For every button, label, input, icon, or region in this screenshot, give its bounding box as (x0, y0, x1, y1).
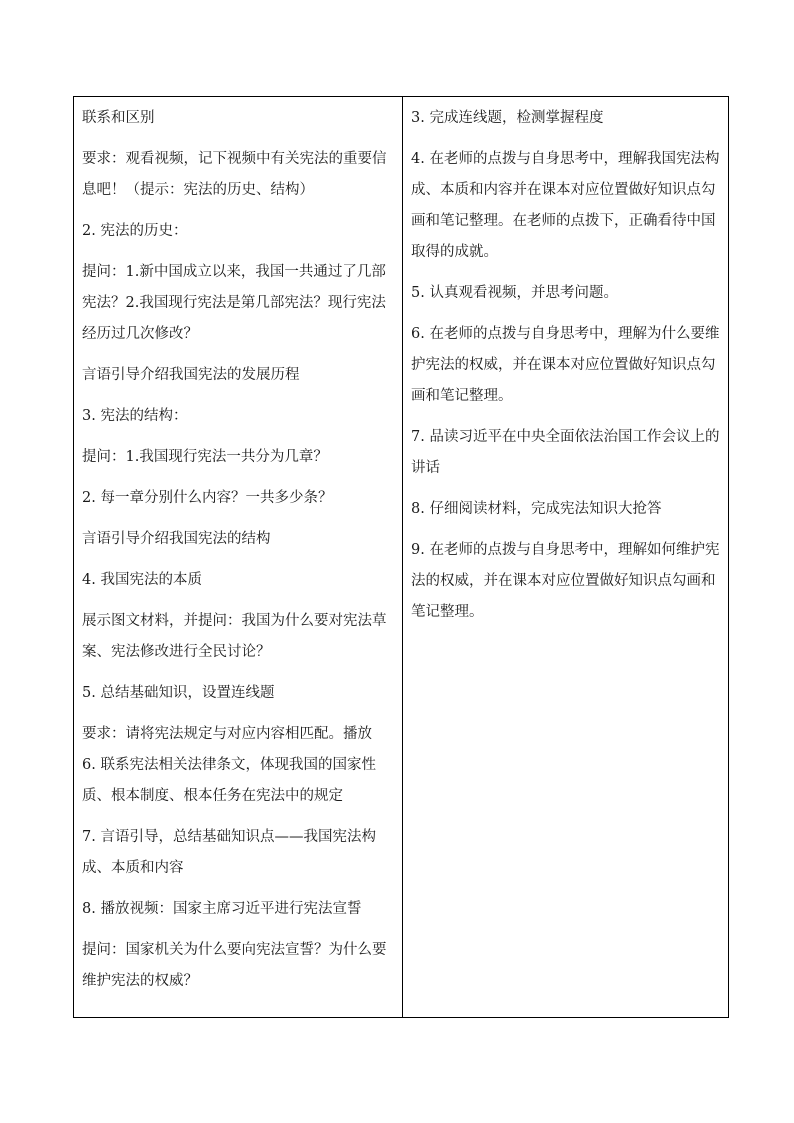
student-activity-paragraph-5: 7. 品读习近平在中央全面依法治国工作会议上的讲话 (411, 429, 720, 476)
student-activity-paragraph-3: 5. 认真观看视频，并思考问题。 (411, 285, 618, 301)
teacher-activity-paragraph-7: 提问：1.我国现行宪法一共分为几章？ (82, 449, 328, 465)
student-activity-paragraph-2: 4. 在老师的点拨与自身思考中，理解我国宪法构成、本质和内容并在课本对应位置做好知识点勾画和笔记整理。在老师的点拨下，正确看待中国取得的成就。 (411, 151, 720, 260)
teacher-activity-paragraph-1: 联系和区别 (82, 110, 155, 126)
student-activity-paragraph-1: 3. 完成连线题，检测掌握程度 (411, 110, 604, 126)
student-activity-paragraph-4: 6. 在老师的点拨与自身思考中，理解为什么要维护宪法的权威，并在课本对应位置做好知识点勾画和笔记整理。 (411, 326, 720, 404)
student-activity-paragraph-6: 8. 仔细阅读材料，完成宪法知识大抢答 (411, 501, 662, 517)
table-row (74, 97, 729, 1018)
teacher-activity-paragraph-15: 7. 言语引导，总结基础知识点——我国宪法构成、本质和内容 (82, 829, 376, 876)
teacher-activity-paragraph-10: 4. 我国宪法的本质 (82, 572, 202, 588)
student-activity-cell (403, 97, 729, 1018)
teacher-activity-paragraph-11: 展示图文材料，并提问：我国为什么要对宪法草案、宪法修改进行全民讨论？ (82, 613, 387, 660)
teacher-activity-cell (74, 97, 403, 1018)
student-activity-column (403, 97, 728, 628)
teacher-activity-paragraph-9: 言语引导介绍我国宪法的结构 (82, 531, 271, 547)
teacher-activity-paragraph-6: 3. 宪法的结构： (82, 408, 188, 424)
teacher-activity-paragraph-14: 6. 联系宪法相关法律条文，体现我国的国家性质、根本制度、根本任务在宪法中的规定 (82, 757, 376, 804)
teacher-activity-paragraph-12: 5. 总结基础知识，设置连线题 (82, 685, 275, 701)
teacher-activity-paragraph-16: 8. 播放视频：国家主席习近平进行宪法宣誓 (82, 901, 362, 917)
lesson-plan-table (73, 96, 729, 1018)
teacher-activity-column (74, 97, 402, 997)
teacher-activity-paragraph-2: 要求：观看视频，记下视频中有关宪法的重要信息吧！（提示：宪法的历史、结构） (82, 151, 387, 198)
teacher-activity-paragraph-3: 2. 宪法的历史： (82, 223, 188, 239)
student-activity-paragraph-7: 9. 在老师的点拨与自身思考中，理解如何维护宪法的权威，并在课本对应位置做好知识点勾画和笔记整理。 (411, 542, 720, 620)
teacher-activity-paragraph-4: 提问：1.新中国成立以来，我国一共通过了几部宪法？2.我国现行宪法是第几部宪法？现行宪法经历过几次修改？ (82, 264, 386, 342)
teacher-activity-paragraph-17: 提问：国家机关为什么要向宪法宣誓？为什么要维护宪法的权威？ (82, 942, 387, 989)
teacher-activity-paragraph-8: 2. 每一章分别什么内容？一共多少条？ (82, 490, 333, 506)
teacher-activity-paragraph-5: 言语引导介绍我国宪法的发展历程 (82, 367, 300, 383)
teacher-activity-paragraph-13: 要求：请将宪法规定与对应内容相匹配。播放 (82, 726, 372, 742)
